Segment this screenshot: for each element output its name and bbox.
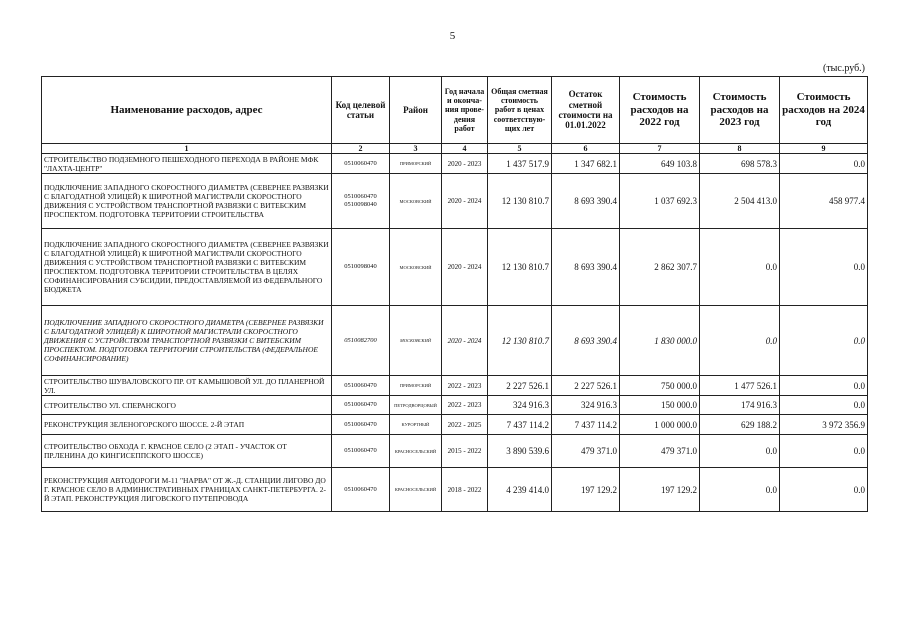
row-code (332, 376, 390, 396)
row-remaining: 1 347 682.1 (552, 154, 620, 174)
row-cost-2023: 0.0 (700, 306, 780, 376)
row-years: 2020 - 2024 (442, 306, 488, 376)
table-row (42, 415, 868, 435)
row-district: КРАСНОСЕЛЬСКИЙ (390, 435, 442, 468)
table-row (42, 435, 868, 468)
row-code-value: 0510060470 (344, 447, 377, 454)
row-years: 2022 - 2023 (442, 376, 488, 396)
header-total-cost: Общая сметная стоимость работ в ценах соответствую-щих лет (488, 77, 552, 144)
row-total-cost: 4 239 414.0 (488, 468, 552, 512)
row-code-value: 0510082700 (344, 336, 377, 344)
row-district: ПРИМОРСКИЙ (390, 154, 442, 174)
row-total-cost: 12 130 810.7 (488, 229, 552, 306)
column-number: 5 (488, 144, 552, 154)
row-remaining: 2 227 526.1 (552, 376, 620, 396)
row-cost-2024: 0.0 (780, 229, 868, 306)
row-code-value: 0510060470 (344, 193, 377, 200)
page-number: 5 (449, 30, 456, 42)
row-years: 2020 - 2023 (442, 154, 488, 174)
header-name: Наименование расходов, адрес (42, 77, 332, 144)
row-cost-2023: 174 916.3 (700, 396, 780, 415)
row-cost-2024: 0.0 (780, 154, 868, 174)
header-cost-2023: Стоимость расходов на 2023 год (700, 77, 780, 144)
table-row (42, 174, 868, 229)
row-code (332, 435, 390, 468)
row-cost-2022: 649 103.8 (620, 154, 700, 174)
row-cost-2022: 479 371.0 (620, 435, 700, 468)
row-years: 2020 - 2024 (442, 229, 488, 306)
row-cost-2022: 1 000 000.0 (620, 415, 700, 435)
column-number: 2 (332, 144, 390, 154)
table-row (42, 306, 868, 376)
row-name: СТРОИТЕЛЬСТВО ШУВАЛОВСКОГО ПР. ОТ КАМЫШОВОЙ УЛ. ДО ПЛАНЕРНОЙ УЛ. (42, 376, 332, 396)
budget-table (41, 76, 868, 512)
row-cost-2024: 458 977.4 (780, 174, 868, 229)
row-years: 2015 - 2022 (442, 435, 488, 468)
row-cost-2023: 0.0 (700, 468, 780, 512)
row-name: РЕКОНСТРУКЦИЯ ЗЕЛЕНОГОРСКОГО ШОССЕ. 2-Й ЭТАП (42, 415, 332, 435)
header-cost-2022: Стоимость расходов на 2022 год (620, 77, 700, 144)
row-cost-2022: 150 000.0 (620, 396, 700, 415)
row-cost-2024: 3 972 356.9 (780, 415, 868, 435)
row-code-value: 0510060470 (344, 485, 377, 493)
row-cost-2024: 0.0 (780, 435, 868, 468)
row-code-value: 0510098040 (344, 263, 377, 270)
column-number: 3 (390, 144, 442, 154)
row-district: КУРОРТНЫЙ (390, 415, 442, 435)
header-district: Район (390, 77, 442, 144)
row-cost-2023: 0.0 (700, 229, 780, 306)
row-remaining: 197 129.2 (552, 468, 620, 512)
row-name: СТРОИТЕЛЬСТВО ПОДЗЕМНОГО ПЕШЕХОДНОГО ПЕРЕХОДА В РАЙОНЕ МФК "ЛАХТА-ЦЕНТР" (42, 154, 332, 174)
row-code (332, 306, 390, 376)
table-row (42, 396, 868, 415)
table-row (42, 154, 868, 174)
row-cost-2023: 629 188.2 (700, 415, 780, 435)
row-years: 2020 - 2024 (442, 174, 488, 229)
row-cost-2023: 2 504 413.0 (700, 174, 780, 229)
row-cost-2023: 698 578.3 (700, 154, 780, 174)
row-district: МОСКОВСКИЙ (390, 306, 442, 376)
column-number: 9 (780, 144, 868, 154)
row-total-cost: 12 130 810.7 (488, 306, 552, 376)
row-district: ПРИМОРСКИЙ (390, 376, 442, 396)
row-total-cost: 7 437 114.2 (488, 415, 552, 435)
row-name: СТРОИТЕЛЬСТВО ОБХОДА Г. КРАСНОЕ СЕЛО (2 ЭТАП - УЧАСТОК ОТ ПР.ЛЕНИНА ДО КИНГИСЕППСКОГО ШОССЕ) (42, 435, 332, 468)
row-total-cost: 3 890 539.6 (488, 435, 552, 468)
row-code-value: 0510060470 (344, 159, 377, 167)
table-row (42, 376, 868, 396)
row-name: СТРОИТЕЛЬСТВО УЛ. СПЕРАНСКОГО (42, 396, 332, 415)
row-cost-2024: 0.0 (780, 376, 868, 396)
row-remaining: 8 693 390.4 (552, 174, 620, 229)
header-row (42, 77, 868, 144)
column-number: 8 (700, 144, 780, 154)
column-number: 4 (442, 144, 488, 154)
row-cost-2022: 2 862 307.7 (620, 229, 700, 306)
row-code (332, 396, 390, 415)
column-number: 1 (42, 144, 332, 154)
row-cost-2024: 0.0 (780, 306, 868, 376)
row-cost-2024: 0.0 (780, 468, 868, 512)
row-code-value: 0510060470 (344, 401, 377, 408)
row-name: ПОДКЛЮЧЕНИЕ ЗАПАДНОГО СКОРОСТНОГО ДИАМЕТРА (СЕВЕРНЕЕ РАЗВЯЗКИ С БЛАГОДАТНОЙ УЛИЦЕЙ) К ШИРОТНОЙ МАГИСТРАЛИ СКОРОСТНОГО ДВИЖЕНИЯ С УСТРОЙСТВОМ ТРАНСПОРТНОЙ РАЗВЯЗКИ С ВИТЕБСКИМ ПРОСПЕКТОМ. ПОДГОТОВКА ТЕРРИТОРИИ СТРОИТЕЛЬСТВА (42, 174, 332, 229)
row-code (332, 468, 390, 512)
row-years: 2022 - 2023 (442, 396, 488, 415)
row-years: 2022 - 2025 (442, 415, 488, 435)
row-cost-2024: 0.0 (780, 396, 868, 415)
row-remaining: 8 693 390.4 (552, 229, 620, 306)
row-total-cost: 324 916.3 (488, 396, 552, 415)
row-cost-2022: 1 037 692.3 (620, 174, 700, 229)
row-code-value: 0510060470 (344, 381, 377, 389)
header-years: Год начала и оконча-ния прове-дения работ (442, 77, 488, 144)
column-number-row (42, 144, 868, 154)
row-code (332, 154, 390, 174)
row-cost-2022: 750 000.0 (620, 376, 700, 396)
row-years: 2018 - 2022 (442, 468, 488, 512)
row-cost-2022: 1 830 000.0 (620, 306, 700, 376)
header-remaining: Остаток сметной стоимости на 01.01.2022 (552, 77, 620, 144)
row-remaining: 479 371.0 (552, 435, 620, 468)
column-number: 6 (552, 144, 620, 154)
header-cost-2024: Стоимость расходов на 2024 год (780, 77, 868, 144)
row-district: МОСКОВСКИЙ (390, 229, 442, 306)
row-code (332, 229, 390, 306)
table-row (42, 229, 868, 306)
row-district: ПЕТРОДВОРЦОВЫЙ (390, 396, 442, 415)
row-total-cost: 2 227 526.1 (488, 376, 552, 396)
row-code-value-2: 0510098040 (344, 201, 377, 208)
row-total-cost: 12 130 810.7 (488, 174, 552, 229)
header-code: Код целевой статьи (332, 77, 390, 144)
row-cost-2022: 197 129.2 (620, 468, 700, 512)
row-name: ПОДКЛЮЧЕНИЕ ЗАПАДНОГО СКОРОСТНОГО ДИАМЕТРА (СЕВЕРНЕЕ РАЗВЯЗКИ С БЛАГОДАТНОЙ УЛИЦЕЙ) К ШИРОТНОЙ МАГИСТРАЛИ СКОРОСТНОГО ДВИЖЕНИЯ С УСТРОЙСТВОМ ТРАНСПОРТНОЙ РАЗВЯЗКИ С ВИТЕБСКИМ ПРОСПЕКТОМ. ПОДГОТОВКА ТЕРРИТОРИИ СТРОИТЕЛЬСТВА (ФЕДЕРАЛЬНОЕ СОФИНАНСИРОВАНИЕ) (42, 306, 332, 376)
row-code (332, 415, 390, 435)
units-label: (тыс.руб.) (822, 63, 865, 74)
row-remaining: 324 916.3 (552, 396, 620, 415)
table-row (42, 468, 868, 512)
row-cost-2023: 1 477 526.1 (700, 376, 780, 396)
row-district: МОСКОВСКИЙ (390, 174, 442, 229)
row-code-value: 0510060470 (344, 420, 377, 428)
row-district: КРАСНОСЕЛЬСКИЙ (390, 468, 442, 512)
row-remaining: 7 437 114.2 (552, 415, 620, 435)
row-name: РЕКОНСТРУКЦИЯ АВТОДОРОГИ М-11 "НАРВА" ОТ Ж.-Д. СТАНЦИИ ЛИГОВО ДО Г. КРАСНОЕ СЕЛО В АДМИНИСТРАТИВНЫХ ГРАНИЦАХ САНКТ-ПЕТЕРБУРГА. 2-Й ЭТАП. РЕКОНСТРУКЦИЯ ЛИГОВСКОГО ПУТЕПРОВОДА (42, 468, 332, 512)
column-number: 7 (620, 144, 700, 154)
row-remaining: 8 693 390.4 (552, 306, 620, 376)
row-total-cost: 1 437 517.9 (488, 154, 552, 174)
row-code (332, 174, 390, 229)
row-name: ПОДКЛЮЧЕНИЕ ЗАПАДНОГО СКОРОСТНОГО ДИАМЕТРА (СЕВЕРНЕЕ РАЗВЯЗКИ С БЛАГОДАТНОЙ УЛИЦЕЙ) К ШИРОТНОЙ МАГИСТРАЛИ СКОРОСТНОГО ДВИЖЕНИЯ С УСТРОЙСТВОМ ТРАНСПОРТНОЙ РАЗВЯЗКИ С ВИТЕБСКИМ ПРОСПЕКТОМ. ПОДГОТОВКА ТЕРРИТОРИИ СТРОИТЕЛЬСТВА В ЦЕЛЯХ СОФИНАНСИРОВАНИЯ СУБСИДИИ, ПРЕДОСТАВЛЯЕМОЙ ИЗ ФЕДЕРАЛЬНОГО БЮДЖЕТА (42, 229, 332, 306)
row-cost-2023: 0.0 (700, 435, 780, 468)
